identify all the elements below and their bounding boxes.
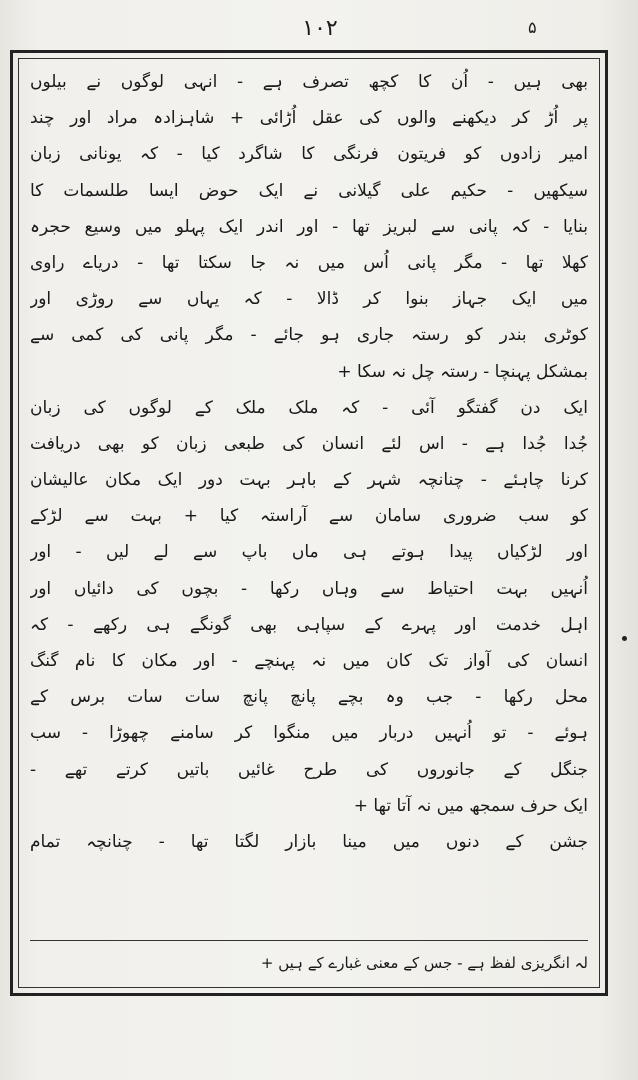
text-line: کوٹری بندر کو رستہ جاری ہو جائے - مگر پانی کی کمی سے <box>30 325 588 346</box>
text-line: جنگل کے جانوروں کی طرح غائیں باتیں کرتے تھے - <box>30 759 588 780</box>
text-line: جشن کے دنوں میں مینا بازار لگتا تھا - چنانچہ تمام <box>30 831 588 852</box>
text-line: اور لڑکیاں پیدا ہوتے ہی ماں باپ سے لے لیں - اور <box>30 542 588 563</box>
text-line: بنایا - کہ پانی سے لبریز تھا - اور اندر ایک پہلو میں وسیع حجرہ <box>30 216 588 237</box>
corner-mark: ۵ <box>528 18 537 37</box>
margin-dot <box>622 636 627 641</box>
text-line: اہل خدمت اور پہرے کے سپاہی بھی گونگے ہی رکھے - کہ <box>30 614 588 635</box>
text-line: بمشکل پہنچا - رستہ چل نہ سکا + <box>337 361 588 382</box>
text-line: انسان کی آواز تک کان میں نہ پہنچے - اور مکان کا نام گنگ <box>30 651 588 671</box>
text-line: بھی ہیں - اُن کا کچھ تصرف ہے - انہی لوگوں نے بیلوں <box>30 72 588 92</box>
text-line: محل رکھا - جب وہ بچے پانچ پانچ سات سات برس کے <box>30 687 588 708</box>
text-line: اُنہیں بہت احتیاط سے وہاں رکھا - بچوں کی دائیاں اور <box>30 578 588 599</box>
text-line: ایک حرف سمجھ میں نہ آتا تھا + <box>353 795 588 816</box>
text-line: جُدا جُدا ہے - اس لئے انسان کی طبعی زبان کو بھی دریافت <box>30 433 588 454</box>
text-line: امیر زادوں کو فریتون فرنگی کا شاگرد کیا - کہ یونانی زبان <box>30 144 588 165</box>
body-text <box>30 64 588 860</box>
text-line: ایک دن گفتگو آئی - کہ ملک ملک کے لوگوں کی زبان <box>30 397 588 418</box>
text-line: کھلا تھا - مگر پانی اُس میں نہ جا سکتا تھا - دریاے راوی <box>30 252 588 273</box>
text-line: کو سب ضروری سامان سے آراستہ کیا + بہت سے لڑکے <box>30 506 588 527</box>
text-line: پر اُڑ کر دیکھنے والوں کی عقل اُڑائی + شاہزادہ مراد اور چند <box>30 108 588 129</box>
text-line: میں ایک جہاز بنوا کر ڈالا - کہ یہاں سے روڑی اور <box>30 289 588 310</box>
text-line: سیکھیں - حکیم علی گیلانی نے ایک حوض ایسا طلسمات کا <box>30 180 588 201</box>
footnote-divider <box>30 940 588 941</box>
footnote: لہ انگریزی لفظ ہے - جس کے معنی غبارے کے ہیں + <box>260 954 588 972</box>
page-number: ۱۰۲ <box>302 16 338 41</box>
text-line: ہوئے - تو اُنہیں دربار میں منگوا کر سامنے چھوڑا - سب <box>30 723 588 744</box>
text-line: کرنا چاہئے - چنانچہ شہر کے باہر بہت دور ایک مکان عالیشان <box>30 470 588 491</box>
